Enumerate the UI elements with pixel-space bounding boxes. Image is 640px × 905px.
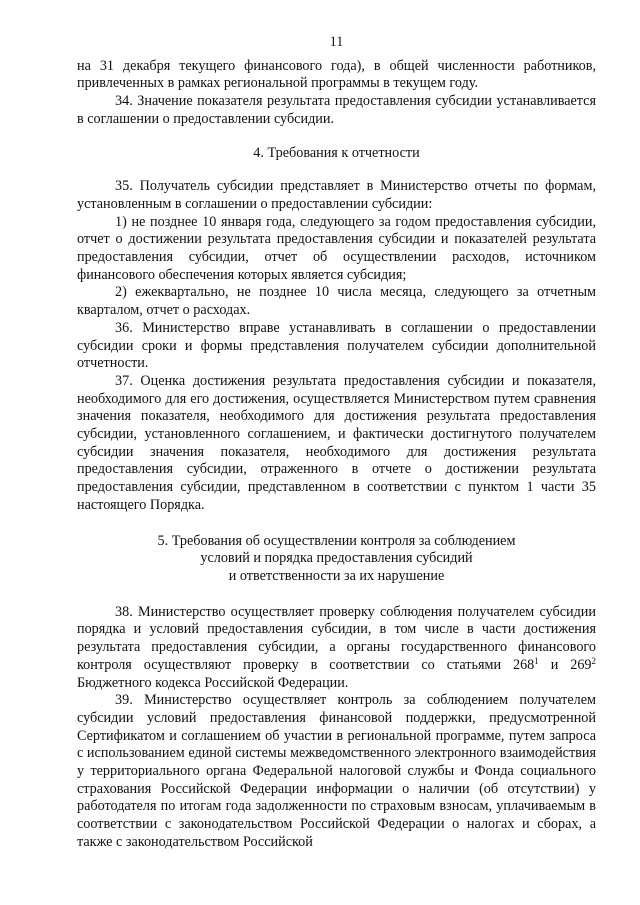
paragraph-38-text: 38. Министерство осуществляет проверку соблюдения получателем субсидии порядка и условий предоставления субсидии, в том числе в части достижения результата предоставления субсидии, а органы государственного финансового контроля осуществляют проверку в соответствии со статьями 268 [77,603,596,673]
section-5-heading [77,533,596,586]
paragraph-35-item-1: 1) не позднее 10 января года, следующего за годом предоставления субсидии, отчет о достижении результата предоставления субсидии и показателей результата предоставления субсидии, отчет об осуществлении расходов, источником финансового обеспечения которых является субсидия; [77,213,596,283]
paragraph-38 [77,604,596,693]
section-5-heading-line-3: и ответственности за их нарушение [228,567,445,584]
section-5-heading-line-2: условий и порядка предоставления субсидий [200,550,473,567]
page-number: 11 [329,34,344,50]
paragraph-38-mid: и 269 [538,656,592,673]
document-page [77,34,596,852]
article-268-superscript: 1 [534,655,539,666]
paragraph-36: 36. Министерство вправе устанавливать в соглашении о предоставлении субсидии сроки и формы представления получателем субсидии дополнительной отчетности. [77,319,596,372]
paragraph-38-end: Бюджетного кодекса Российской Федерации. [77,674,349,691]
paragraph-35-item-2: 2) ежеквартально, не позднее 10 числа месяца, следующего за отчетным кварталом, отчет о расходах. [77,284,596,319]
paragraph-34: 34. Значение показателя результата предоставления субсидии устанавливается в соглашении о предоставлении субсидии. [77,93,596,127]
paragraph-35: 35. Получатель субсидии представляет в Министерство отчеты по формам, установленным в соглашении о предоставлении субсидии: [77,178,596,212]
section-5-heading-line-1: 5. Требования об осуществлении контроля за соблюдением [157,532,516,549]
paragraph-continuation: на 31 декабря текущего финансового года), в общей численности работников, привлеченных в рамках региональной программы в текущем году. [77,57,596,92]
article-269-superscript: 2 [591,655,597,666]
paragraph-37: 37. Оценка достижения результата предоставления субсидии и показателя, необходимого для его достижения, осуществляется Министерством путем сравнения значения показателя, необходимого для достижения результата предоставления субсидии, установленного соглашением, и фактически достигнутого получателем субсидии значения показателя, необходимого для достижения результата предоставления субсидии, отраженного в отчете о достижении результата предоставления субсидии, представленном в соответствии с пунктом 1 части 35 настоящего Порядка. [77,372,596,513]
section-4-heading: 4. Требования к отчетности [253,144,420,161]
paragraph-39: 39. Министерство осуществляет контроль за соблюдением получателем субсидии условий предоставления финансовой поддержки, предусмотренной Сертификатом и соглашением об участии в региональной программе, путем запроса с использованием единой системы межведомственного электронного взаимодействия у территориального органа Федеральной налоговой службы и Фонда социального страхования Российской Федерации информации о наличии (об отсутствии) у работодателя по итогам года задолженности по страховым взносам, уплачиваемым в соответствии с законодательством Российской Федерации о налогах и сборах, а также с законодательством Российской [77,692,596,850]
